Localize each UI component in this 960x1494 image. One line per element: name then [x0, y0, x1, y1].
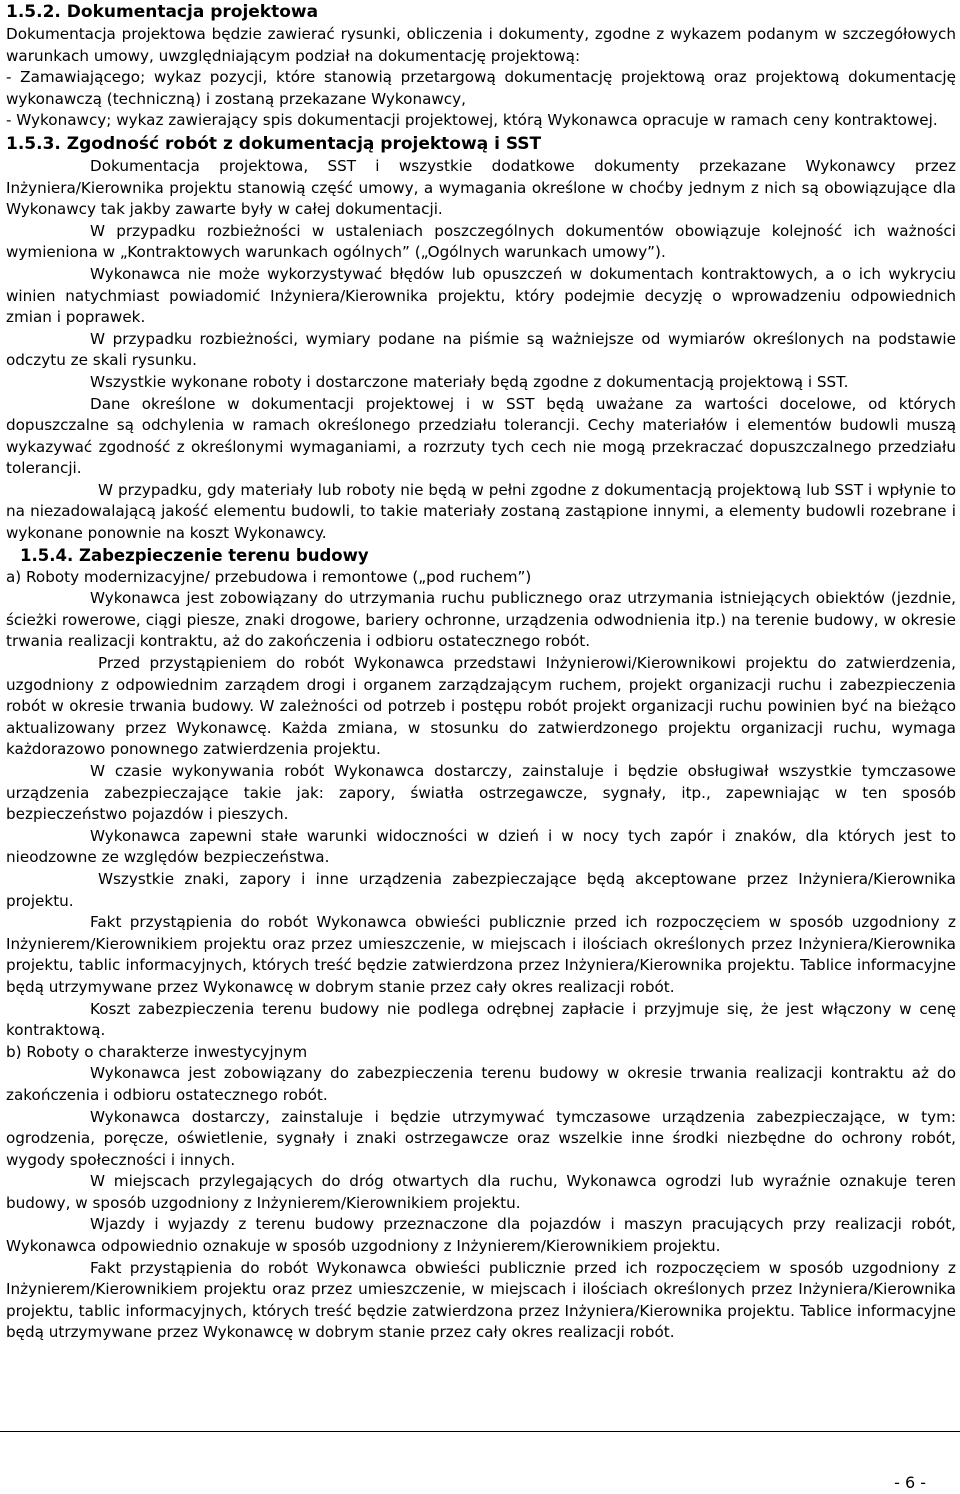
- document-page: [6, 0, 956, 1344]
- paragraph: W czasie wykonywania robót Wykonawca dostarczy, zainstaluje i będzie obsługiwał wszystkie tymczasowe urządzenia zabezpieczające takie jak: zapory, światła ostrzegawcze, sygnały, itp., zapewniając w ten sposób bezpieczeństwo pojazdów i pieszych.: [6, 762, 956, 824]
- paragraph: Fakt przystąpienia do robót Wykonawca obwieści publicznie przed ich rozpoczęciem w sposób uzgodniony z Inżynierem/Kierownikiem projektu oraz przez umieszczenie, w miejscach i ilościach określonych przez Inżyniera/Kierownika projektu, tablic informacyjnych, których treść będzie zatwierdzona przez Inżyniera/Kierownika projektu. Tablice informacyjne będą utrzymywane przez Wykonawcę w dobrym stanie przez cały okres realizacji robót.: [6, 913, 956, 996]
- paragraph: W przypadku rozbieżności w ustaleniach poszczególnych dokumentów obowiązuje kolejność ich ważności wymieniona w „Kontraktowych warunkach ogólnych” („Ogólnych warunkach umowy”).: [6, 221, 956, 262]
- paragraph: Dokumentacja projektowa będzie zawierać rysunki, obliczenia i dokumenty, zgodne z wykazem podanym w szczegółowych warunkach umowy, uwzględniającym podział na dokumentację projektową:: [6, 25, 956, 65]
- paragraph: Koszt zabezpieczenia terenu budowy nie podlega odrębnej zapłacie i przyjmuje się, że jest włączony w cenę kontraktową.: [6, 999, 956, 1040]
- paragraph: Dokumentacja projektowa, SST i wszystkie dodatkowe dokumenty przekazane Wykonawcy przez Inżyniera/Kierownika projektu stanowią część umowy, a wymagania określone w choćby jednym z nich są obowiązujące dla Wykonawcy tak jakby zawarte były w całej dokumentacji.: [6, 156, 956, 219]
- paragraph: W miejscach przylegających do dróg otwartych dla ruchu, Wykonawca ogrodzi lub wyraźnie oznakuje teren budowy, w sposób uzgodniony z Inżynierem/Kierownikiem projektu.: [6, 1172, 956, 1212]
- paragraph: Wjazdy i wyjazdy z terenu budowy przeznaczone dla pojazdów i maszyn pracujących przy realizacji robót, Wykonawca odpowiednio oznakuje w sposób uzgodniony z Inżynierem/Kierownikiem projektu.: [6, 1215, 956, 1256]
- paragraph: Wykonawca dostarczy, zainstaluje i będzie utrzymywać tymczasowe urządzenia zabezpieczające, w tym: ogrodzenia, poręcze, oświetlenie, sygnały i znaki ostrzegawcze oraz wszelkie inne środki niezbędne do ochrony robót, wygody społeczności i innych.: [6, 1107, 956, 1169]
- section-heading-1-5-4: 1.5.4. Zabezpieczenie terenu budowy: [20, 545, 369, 565]
- paragraph: Przed przystąpieniem do robót Wykonawca przedstawi Inżynierowi/Kierownikowi projektu do zatwierdzenia, uzgodniony z odpowiednim zarządem drogi i organem zarządzającym ruchem, projekt organizacji ruchu i zabezpieczenia robót w okresie trwania budowy. W zależności od potrzeb i postępu robót projekt organizacji ruchu powinien być na bieżąco aktualizowany przez Wykonawcę. Każda zmiana, w stosunku do zatwierdzonego projektu organizacji ruchu, wymaga każdorazowo ponownego zatwierdzenia projektu.: [6, 654, 956, 759]
- footer-divider: [0, 1431, 960, 1432]
- paragraph: Wszystkie znaki, zapory i inne urządzenia zabezpieczające będą akceptowane przez Inżyniera/Kierownika projektu.: [6, 869, 956, 910]
- paragraph: Wykonawca zapewni stałe warunki widoczności w dzień i w nocy tych zapór i znaków, dla których jest to nieodzowne ze względów bezpieczeństwa.: [6, 826, 956, 867]
- paragraph: Fakt przystąpienia do robót Wykonawca obwieści publicznie przed ich rozpoczęciem w sposób uzgodniony z Inżynierem/Kierownikiem projektu oraz przez umieszczenie, w miejscach i ilościach określonych przez Inżyniera/Kierownika projektu, tablic informacyjnych, których treść będzie zatwierdzona przez Inżyniera/Kierownika projektu. Tablice informacyjne będą utrzymywane przez Wykonawcę w dobrym stanie przez cały okres realizacji robót.: [6, 1258, 956, 1342]
- subsection-heading-a: a) Roboty modernizacyjne/ przebudowa i remontowe („pod ruchem”): [6, 567, 532, 586]
- section-heading-1-5-3: 1.5.3. Zgodność robót z dokumentacją projektową i SST: [6, 133, 542, 154]
- paragraph: Wykonawca jest zobowiązany do zabezpieczenia terenu budowy w okresie trwania realizacji kontraktu aż do zakończenia i odbioru ostatecznego robót.: [6, 1064, 956, 1104]
- list-item: - Wykonawcy; wykaz zawierający spis dokumentacji projektowej, którą Wykonawca opracuje w ramach ceny kontraktowej.: [6, 111, 938, 130]
- section-heading-1-5-2: 1.5.2. Dokumentacja projektowa: [6, 2, 319, 22]
- paragraph: Wszystkie wykonane roboty i dostarczone materiały będą zgodne z dokumentacją projektową i SST.: [90, 372, 849, 391]
- paragraph: Wykonawca jest zobowiązany do utrzymania ruchu publicznego oraz utrzymania istniejących obiektów (jezdnie, ścieżki rowerowe, ciągi piesze, znaki drogowe, bariery ochronne, urządzenia odwodnienia itp.) na terenie budowy, w okresie trwania realizacji kontraktu, aż do zakończenia i odbioru ostatecznego robót.: [6, 589, 956, 651]
- paragraph: W przypadku, gdy materiały lub roboty nie będą w pełni zgodne z dokumentacją projektową lub SST i wpłynie to na niezadowalającą jakość elementu budowli, to takie materiały zostaną zastąpione innymi, a elementy budowli rozebrane i wykonane ponownie na koszt Wykonawcy.: [6, 480, 956, 543]
- paragraph: Wykonawca nie może wykorzystywać błędów lub opuszczeń w dokumentach kontraktowych, a o ich wykryciu winien natychmiast powiadomić Inżyniera/Kierownika projektu, który podejmie decyzję o wprowadzeniu odpowiednich zmian i poprawek.: [6, 264, 956, 327]
- subsection-heading-b: b) Roboty o charakterze inwestycyjnym: [6, 1042, 308, 1061]
- page-number: - 6 -: [894, 1473, 926, 1492]
- paragraph: W przypadku rozbieżności, wymiary podane na piśmie są ważniejsze od wymiarów określonych na podstawie odczytu ze skali rysunku.: [6, 329, 956, 370]
- list-item: - Zamawiającego; wykaz pozycji, które stanowią przetargową dokumentację projektową oraz projektową dokumentację wykonawczą (techniczną) i zostaną przekazane Wykonawcy,: [6, 68, 956, 108]
- paragraph: Dane określone w dokumentacji projektowej i w SST będą uważane za wartości docelowe, od których dopuszczalne są odchylenia w ramach określonego przedziału tolerancji. Cechy materiałów i elementów budowli muszą wykazywać zgodność z określonymi wymaganiami, a rozrzuty tych cech nie mogą przekraczać dopuszczalnego przedziału tolerancji.: [6, 394, 956, 478]
